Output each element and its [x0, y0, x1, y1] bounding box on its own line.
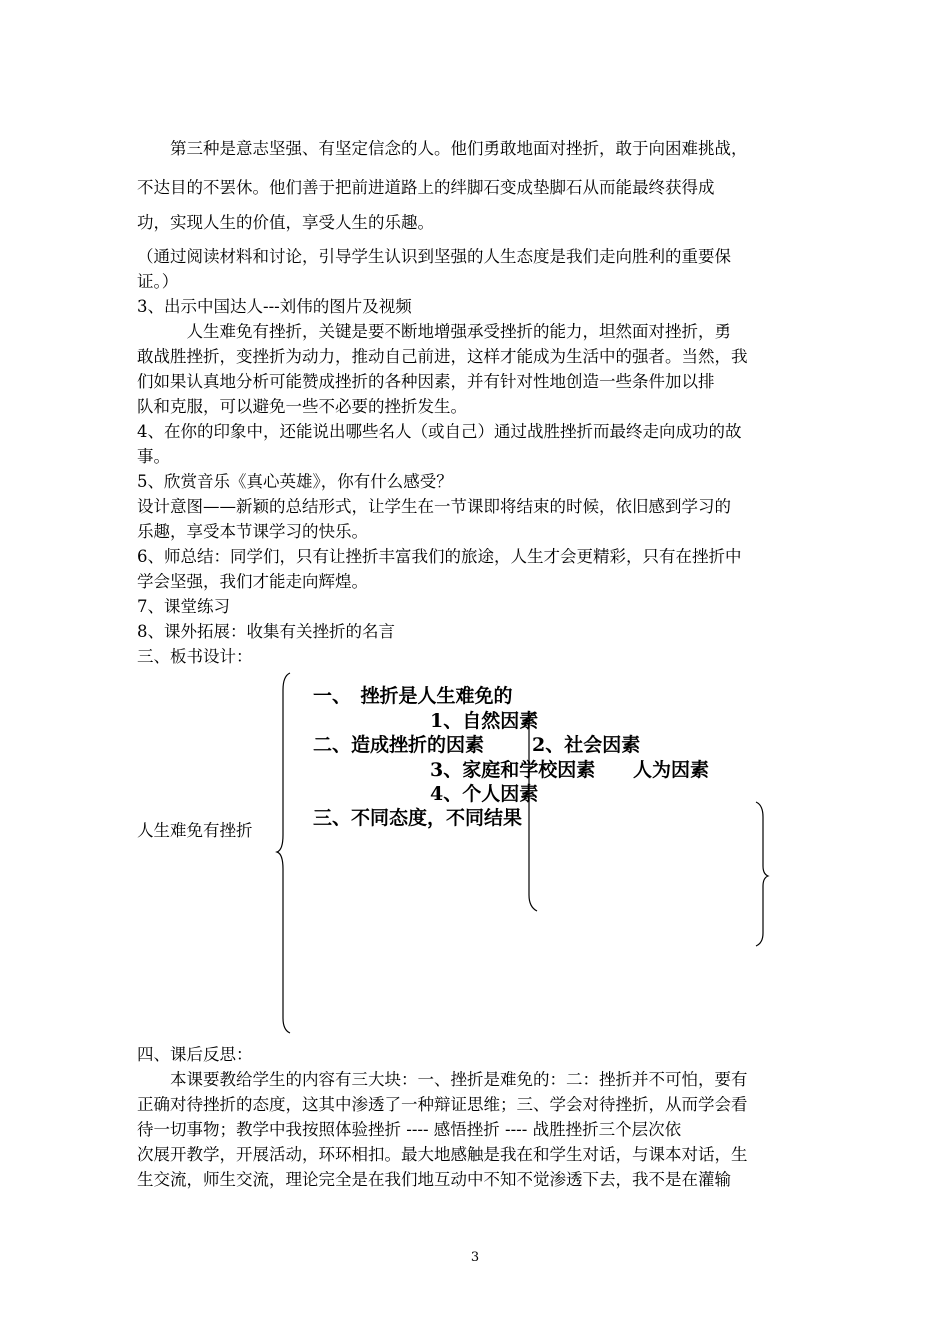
body-line: 4、在你的印象中，还能说出哪些名人（或自己）通过战胜挫折而最终走向成功的故 — [137, 422, 742, 441]
page-number: 3 — [470, 1250, 480, 1265]
body-line: 设计意图——新颖的总结形式，让学生在一节课即将结束的时候，依旧感到学习的 — [137, 497, 731, 516]
body-line: 5、欣赏音乐《真心英雄》，你有什么感受？ — [137, 472, 453, 491]
body-line: 事。 — [137, 447, 170, 466]
right-brace — [756, 802, 768, 946]
reflection-line: 生交流，师生交流，理论完全是在我们地互动中不知不觉渗透下去，我不是在灌输 — [137, 1170, 731, 1189]
board-factor-1: 1、自然因素 — [430, 710, 539, 732]
left-brace — [277, 673, 290, 1033]
body-line: （通过阅读材料和讨论，引导学生认识到坚强的人生态度是我们走向胜利的重要保 — [137, 247, 731, 266]
board-human-factor: 人为因素 — [633, 759, 710, 781]
reflection-heading: 四、课后反思： — [137, 1045, 253, 1064]
board-factor-4: 4、个人因素 — [430, 783, 539, 805]
body-line: 功，实现人生的价值，享受人生的乐趣。 — [137, 213, 434, 232]
reflection-line: 本课要教给学生的内容有三大块：一、挫折是难免的：二：挫折并不可怕，要有 — [137, 1070, 748, 1089]
body-line: 三、板书设计： — [137, 647, 253, 666]
body-line: 乐趣，享受本节课学习的快乐。 — [137, 522, 368, 541]
reflection-line: 正确对待挫折的态度，这其中渗透了一种辩证思维；三、学会对待挫折，从而学会看 — [137, 1095, 748, 1114]
body-line: 证。） — [137, 272, 179, 291]
body-line: 队和克服，可以避免一些不必要的挫折发生。 — [137, 397, 467, 416]
body-line: 6、师总结：同学们，只有让挫折丰富我们的旅途，人生才会更精彩，只有在挫折中 — [137, 547, 742, 566]
body-line: 第三种是意志坚强、有坚定信念的人。他们勇敢地面对挫折，敢于向困难挑战， — [137, 139, 748, 158]
board-item-2: 二、造成挫折的因素 — [313, 734, 485, 756]
board-factor-2: 2、社会因素 — [532, 734, 641, 756]
reflection-line: 次展开教学，开展活动，环环相扣。最大地感触是我在和学生对话，与课本对话，生 — [137, 1145, 748, 1164]
body-line: 7、课堂练习 — [137, 597, 230, 616]
body-line: 3、出示中国达人---刘伟的图片及视频 — [137, 297, 412, 316]
body-line: 8、课外拓展：收集有关挫折的名言 — [137, 622, 395, 641]
body-line: 不达目的不罢休。他们善于把前进道路上的绊脚石变成垫脚石从而能最终获得成 — [137, 178, 715, 197]
body-line: 学会坚强，我们才能走向辉煌。 — [137, 572, 368, 591]
board-factor-3: 3、家庭和学校因素 — [430, 759, 596, 781]
body-line: 们如果认真地分析可能赞成挫折的各种因素，并有针对性地创造一些条件加以排 — [137, 372, 715, 391]
board-item-3: 三、不同态度，不同结果 — [313, 807, 523, 829]
board-item-1: 一、 挫折是人生难免的 — [313, 685, 513, 707]
board-left-label: 人生难免有挫折 — [137, 821, 253, 840]
reflection-line: 待一切事物；教学中我按照体验挫折 ---- 感悟挫折 ---- 战胜挫折三个层次依 — [137, 1120, 682, 1139]
body-line: 人生难免有挫折，关键是要不断地增强承受挫折的能力，坦然面对挫折，勇 — [137, 322, 731, 341]
body-line: 敢战胜挫折，变挫折为动力，推动自己前进，这样才能成为生活中的强者。当然，我 — [137, 347, 748, 366]
